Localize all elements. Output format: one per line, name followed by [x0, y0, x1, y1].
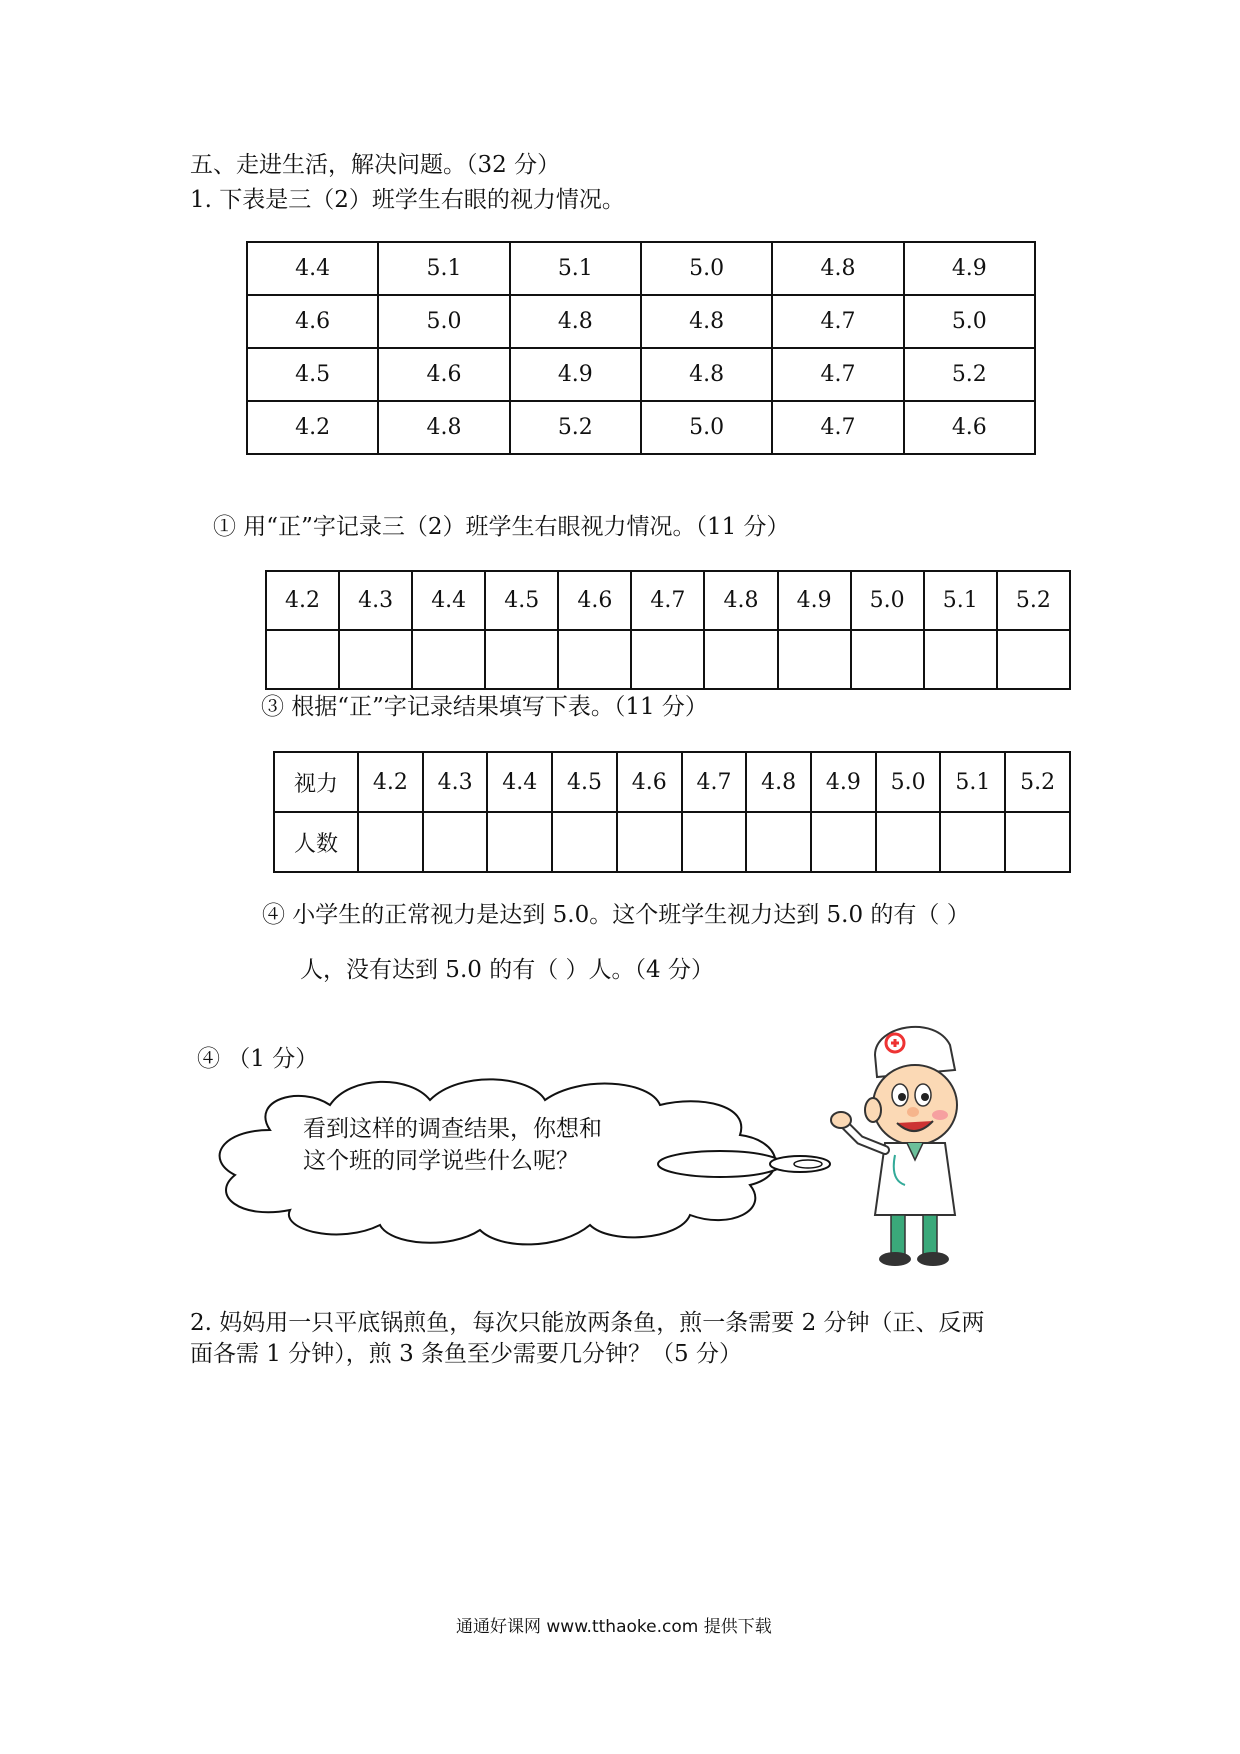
table-header-cell: 4.9	[811, 752, 876, 812]
table-header-cell: 5.1	[940, 752, 1005, 812]
count-answer-cell[interactable]	[617, 812, 682, 872]
table-header-cell: 5.0	[851, 571, 924, 630]
table-header-cell: 4.6	[558, 571, 631, 630]
table-header-cell: 5.2	[1005, 752, 1070, 812]
question-1-part-5: ④ （1 分）	[197, 1046, 319, 1072]
question-1-part-4-line-2: 人，没有达到 5.0 的有（ ）人。（4 分）	[300, 957, 714, 983]
count-answer-cell[interactable]	[811, 812, 876, 872]
question-2-line-2: 面各需 1 分钟），煎 3 条鱼至少需要几分钟？（5 分）	[190, 1341, 742, 1367]
tally-answer-cell[interactable]	[485, 630, 558, 689]
tally-answer-cell[interactable]	[412, 630, 485, 689]
table-header-cell: 4.2	[266, 571, 339, 630]
table-cell: 4.5	[247, 348, 378, 401]
table-header-cell: 4.4	[487, 752, 552, 812]
table-header-cell: 4.3	[339, 571, 412, 630]
table-cell: 4.8	[510, 295, 641, 348]
count-answer-cell[interactable]	[746, 812, 811, 872]
table-header-cell: 4.5	[552, 752, 617, 812]
table-header-cell: 4.7	[631, 571, 704, 630]
table-row	[247, 348, 1035, 401]
bubble-text-line-2: 这个班的同学说些什么呢？	[303, 1148, 579, 1174]
table-cell: 5.0	[904, 295, 1035, 348]
table-header-cell: 4.3	[423, 752, 488, 812]
table-header-cell: 4.8	[704, 571, 777, 630]
table-cell: 4.4	[247, 242, 378, 295]
count-answer-cell[interactable]	[487, 812, 552, 872]
table-cell: 5.1	[378, 242, 509, 295]
tally-answer-cell[interactable]	[704, 630, 777, 689]
table-header-cell: 4.7	[682, 752, 747, 812]
page-footer: 通通好课网 www.tthaoke.com 提供下载	[456, 1617, 772, 1637]
table-header-row	[274, 752, 1070, 812]
count-answer-cell[interactable]	[940, 812, 1005, 872]
question-2-line-1: 2. 妈妈用一只平底锅煎鱼，每次只能放两条鱼，煎一条需要 2 分钟（正、反两	[190, 1310, 985, 1336]
table-header-cell: 4.8	[746, 752, 811, 812]
section-heading: 五、走进生活，解决问题。（32 分）	[190, 152, 561, 178]
tally-table	[265, 570, 1071, 690]
row-label-vision: 视力	[274, 752, 358, 812]
question-1-intro: 1. 下表是三（2）班学生右眼的视力情况。	[190, 187, 625, 213]
table-cell: 4.6	[904, 401, 1035, 454]
table-header-cell: 4.9	[778, 571, 851, 630]
table-row	[247, 401, 1035, 454]
tally-answer-cell[interactable]	[631, 630, 704, 689]
tally-answer-cell[interactable]	[339, 630, 412, 689]
bubble-text-line-1: 看到这样的调查结果，你想和	[303, 1116, 602, 1142]
tally-answer-cell[interactable]	[558, 630, 631, 689]
table-header-cell: 5.0	[876, 752, 941, 812]
tally-answer-cell[interactable]	[851, 630, 924, 689]
table-cell: 5.1	[510, 242, 641, 295]
table-cell: 5.0	[641, 401, 772, 454]
table-cell: 4.7	[772, 295, 903, 348]
table-cell: 4.7	[772, 348, 903, 401]
row-label-count: 人数	[274, 812, 358, 872]
table-cell: 4.6	[378, 348, 509, 401]
table-header-row	[266, 571, 1070, 630]
doctor-cartoon-icon	[815, 1015, 985, 1275]
table-cell: 4.8	[772, 242, 903, 295]
table-cell: 4.9	[510, 348, 641, 401]
table-cell: 4.9	[904, 242, 1035, 295]
table-cell: 5.0	[641, 242, 772, 295]
table-header-cell: 4.2	[358, 752, 423, 812]
table-row	[247, 242, 1035, 295]
count-answer-cell[interactable]	[423, 812, 488, 872]
table-cell: 4.6	[247, 295, 378, 348]
table-cell: 4.8	[641, 295, 772, 348]
question-1-part-4-line-1: ④ 小学生的正常视力是达到 5.0。这个班学生视力达到 5.0 的有（ ）	[262, 902, 970, 928]
table-cell: 5.2	[510, 401, 641, 454]
table-header-cell: 4.5	[485, 571, 558, 630]
tally-answer-cell[interactable]	[266, 630, 339, 689]
table-header-cell: 5.1	[924, 571, 997, 630]
table-header-cell: 4.4	[412, 571, 485, 630]
count-answer-cell[interactable]	[1005, 812, 1070, 872]
question-1-part-1: ① 用“正”字记录三（2）班学生右眼视力情况。（11 分）	[213, 514, 790, 540]
count-answer-row	[274, 812, 1070, 872]
table-cell: 5.2	[904, 348, 1035, 401]
count-answer-cell[interactable]	[682, 812, 747, 872]
table-cell: 4.8	[641, 348, 772, 401]
count-answer-cell[interactable]	[876, 812, 941, 872]
table-cell: 4.2	[247, 401, 378, 454]
table-row	[247, 295, 1035, 348]
tally-answer-row	[266, 630, 1070, 689]
tally-answer-cell[interactable]	[778, 630, 851, 689]
count-answer-cell[interactable]	[358, 812, 423, 872]
table-cell: 4.8	[378, 401, 509, 454]
count-answer-cell[interactable]	[552, 812, 617, 872]
table-cell: 5.0	[378, 295, 509, 348]
table-header-cell: 4.6	[617, 752, 682, 812]
tally-answer-cell[interactable]	[997, 630, 1070, 689]
count-table	[273, 751, 1071, 873]
tally-answer-cell[interactable]	[924, 630, 997, 689]
table-header-cell: 5.2	[997, 571, 1070, 630]
question-1-part-3: ③ 根据“正”字记录结果填写下表。（11 分）	[261, 694, 708, 720]
table-cell: 4.7	[772, 401, 903, 454]
vision-data-table	[246, 241, 1036, 455]
